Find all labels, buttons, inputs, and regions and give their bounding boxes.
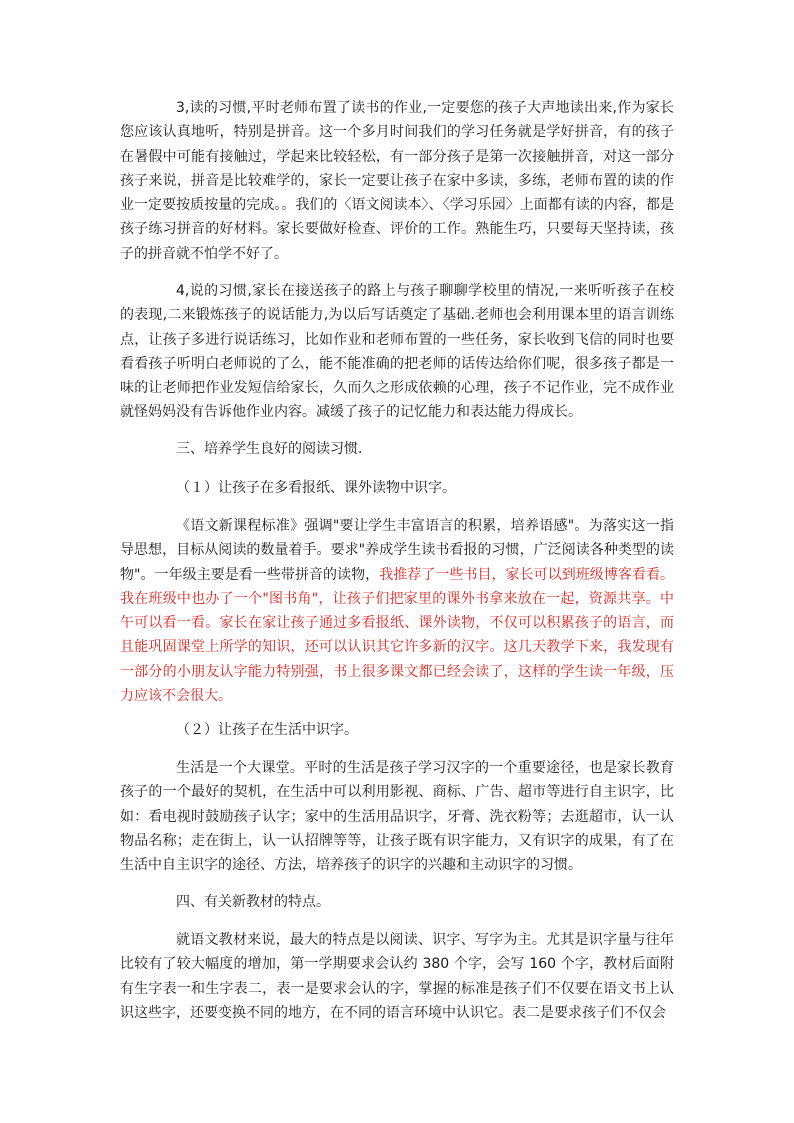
section-heading-textbook: 四、有关新教材的特点。 xyxy=(176,894,330,910)
paragraph-life-classroom: 生活是一个大课堂。平时的生活是孩子学习汉字的一个重要途径，也是家长教育孩子的一个最好的契机，在生活中可以利用影视、商标、广告、超市等进行自主识字，比如：看电视时鼓励孩子认字；家中的生活用品识字，牙膏、洗衣粉等；去逛超市，认一认物品名称；走在街上，认一认招牌等等，让孩子既有识字能力，又有识字的成果，有了在生活中自主识字的途径、方法，培养孩子的识字的兴趣和主动识字的习惯。 xyxy=(120,760,674,874)
subheading-newspapers: （１）让孩子在多看报纸、课外读物中识字。 xyxy=(176,480,456,496)
paragraph-text-black: 《语文新课程标准》强调"要让学生丰富语言的积累，培养语感"。为落实这一指导思想，目标从阅读的数量着手。要求"养成学生读书看报的习惯，广泛阅读各种类型的读物"。一年级主要是看一些带拼音的读物， xyxy=(120,518,674,583)
paragraph-textbook-features: 就语文教材来说，最大的特点是以阅读、识字、写字为主。尤其是识字量与往年比较有了较大幅度的增加，第一学期要求会认约 380 个字，会写 160 个字，教材后面附有生字表一和生字表二，表一是要求会认的字，掌握的标准是孩子们不仅要在语文书上认识这些字，还要变换不同的地方，在不同的语言环境中认识它。表二是要求孩子们不仅会 xyxy=(120,932,674,1021)
section-heading-reading: 三、培养学生良好的阅读习惯. xyxy=(176,441,363,457)
paragraph-reading-habit: 3,读的习惯,平时老师布置了读书的作业,一定要您的孩子大声地读出来,作为家长您应该认真地听，特别是拼音。这一个多月时间我们的学习任务就是学好拼音，有的孩子在暑假中可能有接触过，学起来比较轻松，有一部分孩子是第一次接触拼音，对这一部分孩子来说，拼音是比较难学的，家长一定要让孩子在家中多读，多练，老师布置的读的作业一定要按质按量的完成。。我们的〈语文阅读本〉、〈学习乐园〉上面都有读的内容，都是孩子练习拼音的好材料。家长要做好检查、评价的工作。熟能生巧，只要每天坚持读，孩子的拼音就不怕学不好了。 xyxy=(120,100,674,262)
paragraph-curriculum-standard xyxy=(120,514,674,708)
subheading-life-literacy: （２）让孩子在生活中识字。 xyxy=(176,722,358,738)
paragraph-speaking-habit: 4,说的习惯,家长在接送孩子的路上与孩子聊聊学校里的情况,一来听听孩子在校的表现,二来锻炼孩子的说话能力,为以后写话奠定了基础.老师也会利用课本里的语言训练点，让孩子多进行说话练习，比如作业和老师布置的一些任务，家长收到飞信的同时也要看看孩子听明白老师说的了么，能不能准确的把老师的话传达给你们呢，很多孩子都是一味的让老师把作业发短信给家长，久而久之形成依赖的心理，孩子不记作业，完不成作业就怪妈妈没有告诉他作业内容。减缓了孩子的记忆能力和表达能力得成长。 xyxy=(120,283,674,421)
paragraph-text-red: 我推荐了一些书目，家长可以到班级博客看看。我在班级中也办了一个"图书角"，让孩子们把家里的课外书拿来放在一起，资源共享。中午可以看一看。家长在家让孩子通过多看报纸、课外读物，不仅可以积累孩子的语言，而且能巩固课堂上所学的知识，还可以认识其它许多新的汉字。这几天教学下来，我发现有一部分的小朋友认字能力特别强，书上很多课文都已经会读了，这样的学生读一年级，压力应该不会很大。 xyxy=(120,566,674,705)
